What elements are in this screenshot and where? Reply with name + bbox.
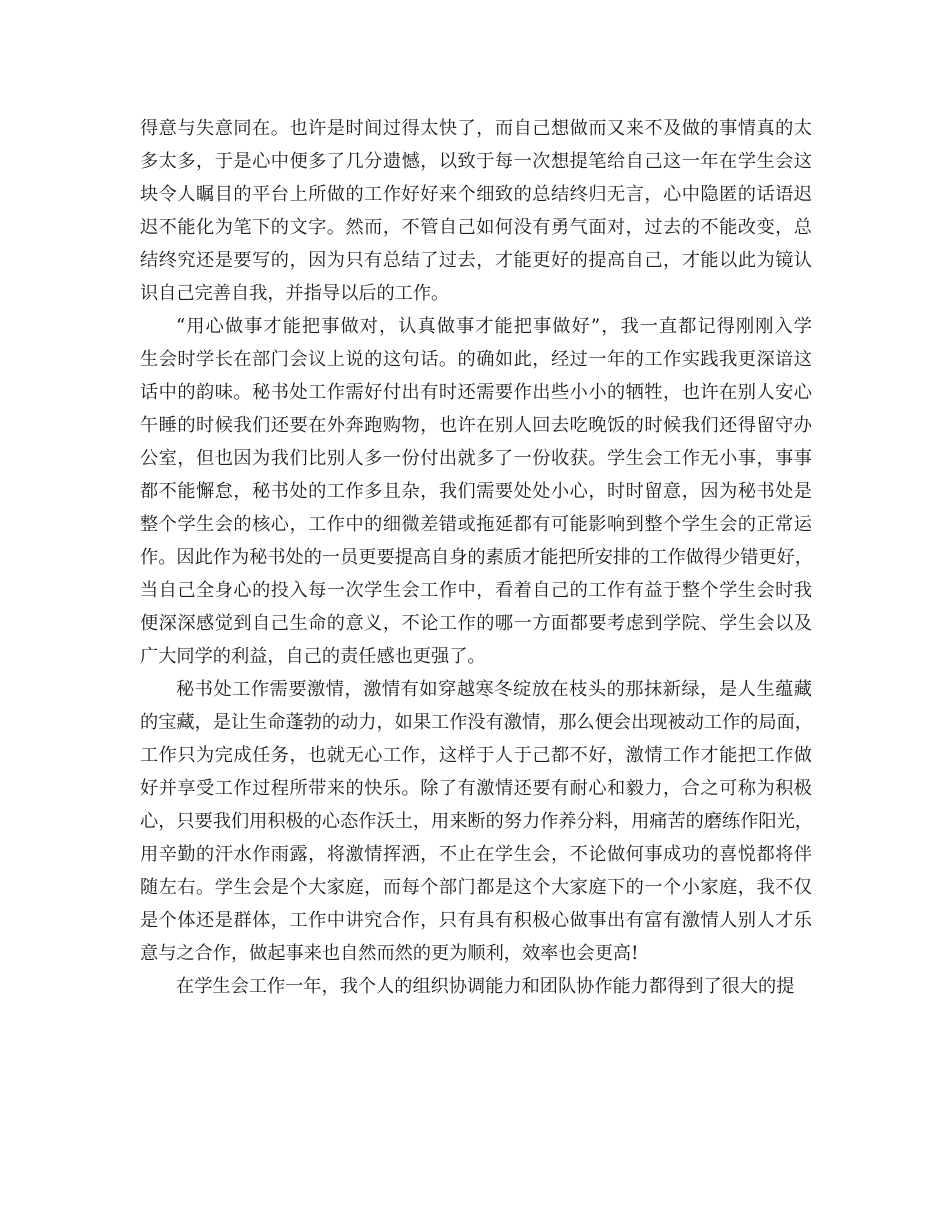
text-line: “用心做事才能把事做对，认真做事才能把事做好”，我一直都记得刚刚入学 (176, 316, 812, 337)
text-line: 识自己完善自我，并指导以后的工作。 (140, 283, 450, 304)
text-line: 块令人瞩目的平台上所做的工作好好来个细致的总结终归无言，心中隐匿的话语迟 (140, 184, 812, 205)
paragraph (140, 970, 812, 1003)
text-line: 话中的韵味。秘书处工作需好付出有时还需要作出些小小的牺牲，也许在别人安心 (140, 382, 812, 403)
text-line: 是个体还是群体，工作中讲究合作，只有具有积极心做事出有富有激情人别人才乐 (140, 910, 812, 931)
text-line: 的宝藏，是让生命蓬勃的动力，如果工作没有激情，那么便会出现被动工作的局面， (140, 712, 813, 733)
text-line: 心，只要我们用积极的心态作沃土，用来断的努力作养分料，用痛苦的磨练作阳光， (140, 811, 813, 832)
text-line: 广大同学的利益，自己的责任感也更强了。 (140, 646, 486, 667)
text-line: 作。因此作为秘书处的一员更要提高自身的素质才能把所安排的工作做得少错更好， (140, 547, 813, 568)
paragraph (140, 673, 812, 970)
text-line: 秘书处工作需要激情，激情有如穿越寒冬绽放在枝头的那抹新绿，是人生蕴藏 (176, 679, 812, 700)
text-line: 工作只为完成任务，也就无心工作，这样于人于己都不好，激情工作才能把工作做 (140, 745, 812, 766)
text-line: 在学生会工作一年，我个人的组织协调能力和团队协作能力都得到了很大的提 (176, 976, 795, 997)
paragraph (140, 112, 812, 310)
text-line: 多太多，于是心中便多了几分遗憾，以致于每一次想提笔给自己这一年在学生会这 (140, 151, 812, 172)
text-line: 午睡的时候我们还要在外奔跑购物，也许在别人回去吃晚饭的时候我们还得留守办 (140, 415, 812, 436)
text-line: 公室，但也因为我们比别人多一份付出就多了一份收获。学生会工作无小事，事事 (140, 448, 812, 469)
text-line: 迟不能化为笔下的文字。然而，不管自己如何没有勇气面对，过去的不能改变，总 (140, 217, 812, 238)
text-line: 好并享受工作过程所带来的快乐。除了有激情还要有耐心和毅力，合之可称为积极 (140, 778, 812, 799)
text-line: 都不能懈怠，秘书处的工作多且杂，我们需要处处小心，时时留意，因为秘书处是 (140, 481, 812, 502)
text-line: 意与之合作，做起事来也自然而然的更为顺利，效率也会更高! (140, 943, 639, 964)
text-line: 得意与失意同在。也许是时间过得太快了，而自己想做而又来不及做的事情真的太 (140, 118, 812, 139)
text-line: 生会时学长在部门会议上说的这句话。的确如此，经过一年的工作实践我更深谙这 (140, 349, 812, 370)
text-line: 随左右。学生会是个大家庭，而每个部门都是这个大家庭下的一个小家庭，我不仅 (140, 877, 812, 898)
text-line: 便深深感觉到自己生命的意义，不论工作的哪一方面都要考虑到学院、学生会以及 (140, 613, 812, 634)
paragraph (140, 310, 812, 673)
text-line: 结终究还是要写的，因为只有总结了过去，才能更好的提高自己，才能以此为镜认 (140, 250, 812, 271)
text-line: 当自己全身心的投入每一次学生会工作中，看着自己的工作有益于整个学生会时我 (140, 580, 812, 601)
document-body (140, 112, 812, 1003)
text-line: 用辛勤的汗水作雨露，将激情挥洒，不止在学生会，不论做何事成功的喜悦都将伴 (140, 844, 812, 865)
text-line: 整个学生会的核心，工作中的细微差错或拖延都有可能影响到整个学生会的正常运 (140, 514, 812, 535)
